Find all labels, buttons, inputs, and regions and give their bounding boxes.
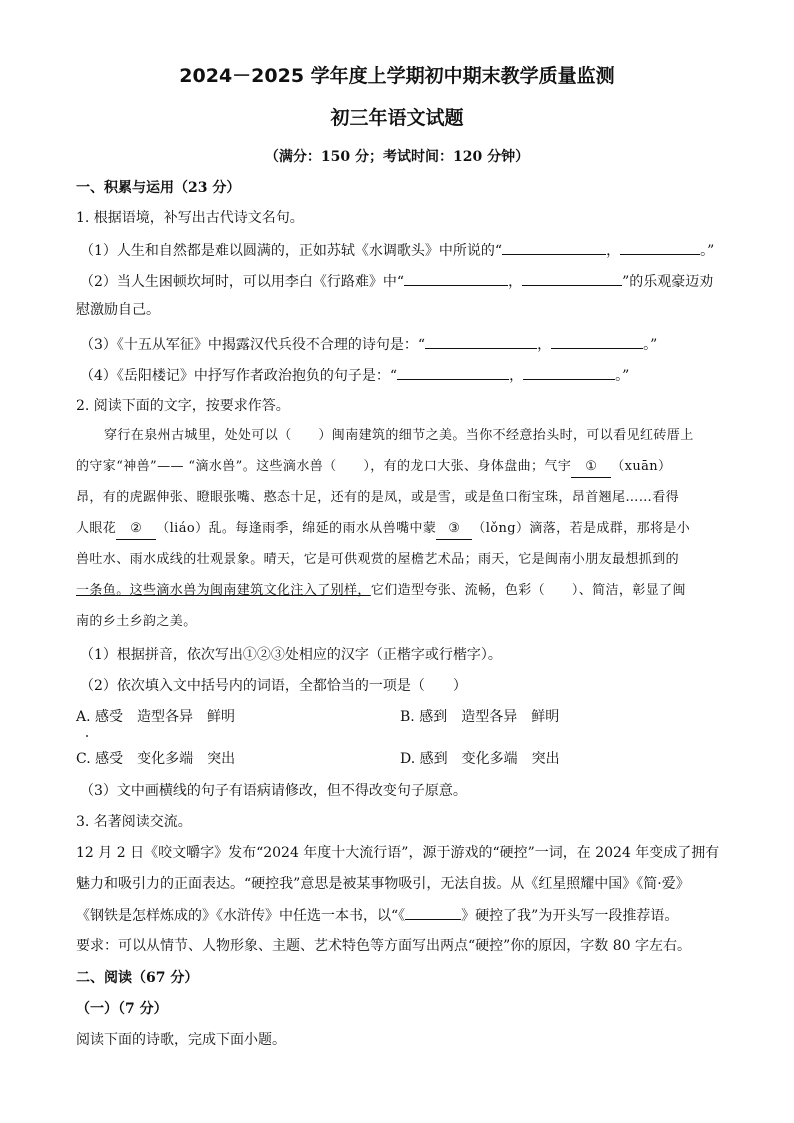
passage-line-4 (76, 519, 690, 540)
section1-heading: 一、积累与运用（23 分） (76, 180, 241, 196)
q1-item2-cont: 慰激励自己。 (76, 302, 160, 318)
section2-heading: 二、阅读（67 分） (76, 970, 199, 986)
section2-instruction: 阅读下面的诗歌，完成下面小题。 (76, 1032, 286, 1048)
separator: ， (509, 368, 524, 384)
passage-line-2 (76, 457, 671, 478)
passage-text: 它们造型夸张、流畅，色彩（ ）、简洁，彰显了闽 (370, 583, 686, 598)
pinyin-xuan: （xuān） (611, 459, 672, 474)
q1-item2-text: （2）当人生困顿坎坷时，可以用李白《行路难》中“ (80, 274, 405, 290)
q3-line-2: 魅力和吸引力的正面表达。“硬控我”意思是被某事物吸引，无法自拔。从《红星照耀中国》《简·爱》 (76, 876, 690, 892)
blank-1[interactable]: ① (571, 457, 611, 478)
ending: 。” (700, 243, 715, 259)
q2-sub3: （3）文中画横线的句子有语病请修改，但不得改变句子原意。 (80, 783, 467, 799)
exam-subtitle: 初三年语文试题 (330, 107, 464, 129)
option-c[interactable]: C. 感受 变化多端 突出 (76, 751, 236, 767)
passage-text: （liáo）乱。每逢雨季，绵延的雨水从兽嘴中蒙 (156, 521, 437, 536)
pinyin-long: （lǒng）滴落，若是成群，那将是小 (472, 521, 691, 536)
answer-blank[interactable] (397, 365, 509, 380)
q2-stem: 2. 阅读下面的文字，按要求作答。 (76, 398, 290, 414)
q1-item1 (80, 240, 714, 261)
ending: 。” (643, 337, 658, 353)
passage-line-7: 南的乡土乡韵之美。 (76, 614, 197, 629)
passage-text: 人眼花 (76, 521, 117, 536)
blank-3[interactable]: ③ (436, 519, 472, 540)
score-info: （满分：150 分；考试时间：120 分钟） (264, 149, 530, 165)
passage-line-5: 兽吐水、雨水成线的壮观景象。晴天，它是可供观赏的屋檐艺术品；雨天，它是闽南小朋友最想抓到的 (76, 552, 680, 567)
stray-dot (86, 735, 88, 737)
answer-blank[interactable] (425, 334, 537, 349)
part1-heading: （一）（7 分） (76, 1001, 168, 1017)
answer-blank[interactable] (523, 365, 615, 380)
passage-line-6 (76, 581, 686, 601)
q3-text: 》硬控了我”为开头写一段推荐语。 (461, 908, 679, 924)
underlined-sentence: 一条鱼。这些滴水兽为闽南建筑文化注入了别样， (76, 583, 371, 598)
q1-item2 (80, 271, 713, 292)
separator: ， (537, 337, 552, 353)
ending: ”的乐观豪迈劝 (622, 274, 714, 290)
answer-blank[interactable] (404, 271, 508, 286)
q2-sub1: （1）根据拼音，依次写出①②③处相应的汉字（正楷字或行楷字）。 (80, 647, 502, 663)
passage-line-3: 昂，有的虎踞伸张、瞪眼张嘴、憨态十足，还有的是凤，或是雪，或是鱼口衔宝珠，昂首翘尾……看得 (76, 490, 680, 505)
passage-text: 的守家“神兽”—— “滴水兽”。这些滴水兽（ ），有的龙口大张、身体盘曲；气宇 (76, 459, 572, 474)
option-b[interactable]: B. 感到 造型各异 鲜明 (400, 709, 560, 725)
answer-blank[interactable] (620, 240, 700, 255)
separator: ， (606, 243, 621, 259)
q1-item3-text: （3）《十五从军征》中揭露汉代兵役不合理的诗句是：“ (80, 337, 426, 353)
ending: 。” (615, 368, 630, 384)
q1-item1-text: （1）人生和自然都是难以圆满的，正如苏轼《水调歌头》中所说的“ (80, 243, 503, 259)
q1-stem: 1. 根据语境，补写出古代诗文名句。 (76, 210, 304, 226)
answer-blank[interactable] (522, 271, 622, 286)
q1-item4-text: （4）《岳阳楼记》中抒写作者政治抱负的句子是：“ (80, 368, 398, 384)
q3-line-3 (76, 905, 678, 926)
passage-line-1: 穿行在泉州古城里，处处可以（ ）闽南建筑的细节之美。当你不经意抬头时，可以看见红砖厝上 (104, 428, 694, 443)
q3-line-4: 要求：可以从情节、人物形象、主题、艺术特色等方面写出两点“硬控”你的原因，字数 80 字左右。 (76, 938, 692, 954)
q3-text: 《钢铁是怎样炼成的》《水浒传》中任选一本书，以“《 (76, 908, 406, 924)
separator: ， (508, 274, 523, 290)
answer-blank[interactable] (502, 240, 606, 255)
answer-blank[interactable] (551, 334, 643, 349)
option-d[interactable]: D. 感到 变化多端 突出 (400, 751, 560, 767)
q3-line-1: 12 月 2 日《咬文嚼字》发布“2024 年度十大流行语”，源于游戏的“硬控”一词，在 2024 年变成了拥有 (76, 845, 720, 861)
blank-2[interactable]: ② (116, 519, 156, 540)
exam-title: 2024－2025 学年度上学期初中期末教学质量监测 (179, 65, 615, 87)
q2-sub2: （2）依次填入文中括号内的词语，全都恰当的一项是（ ） (80, 678, 467, 694)
q1-item3 (80, 334, 657, 355)
q3-stem: 3. 名著阅读交流。 (76, 814, 192, 830)
option-a[interactable]: A. 感受 造型各异 鲜明 (76, 709, 236, 725)
q1-item4 (80, 365, 629, 386)
book-blank[interactable] (405, 905, 461, 920)
